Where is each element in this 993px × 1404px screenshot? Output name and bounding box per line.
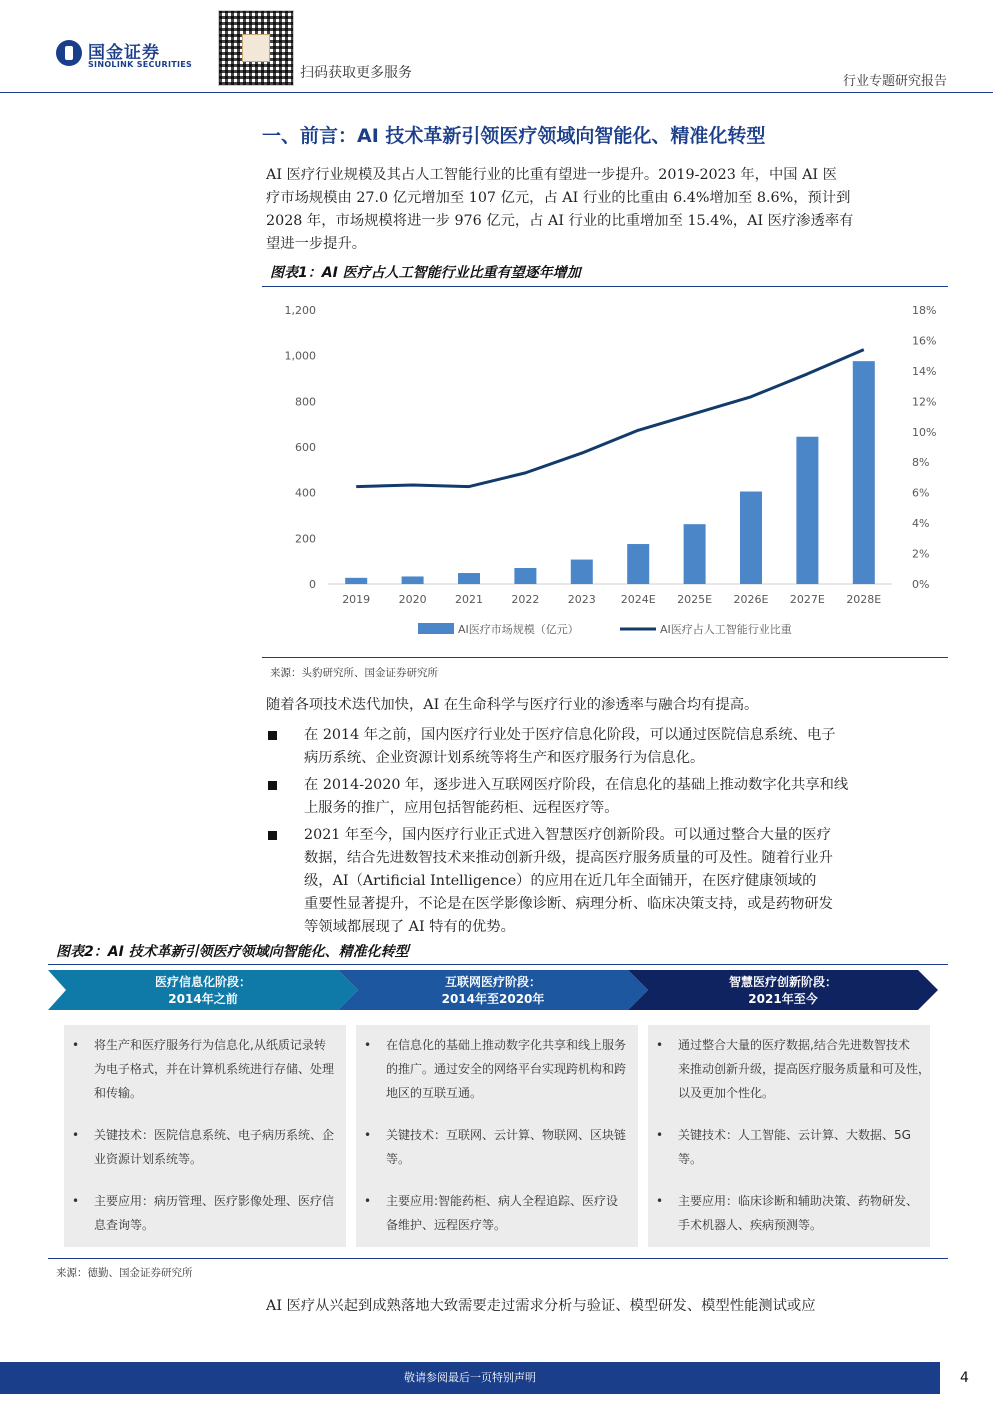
y-right-tick-label: 4%	[912, 517, 930, 531]
market-size-bar	[345, 578, 367, 584]
stage-label: 智慧医疗创新阶段：	[728, 975, 838, 989]
market-size-bar	[402, 576, 424, 584]
figure2-bottom-rule	[48, 1258, 948, 1259]
y-right-tick-label: 16%	[912, 334, 937, 348]
stage-item-text: 息查询等。	[94, 1218, 155, 1232]
footer-disclaimer: 敬请参阅最后一页特别声明	[404, 1371, 536, 1384]
stage-item-text: 在信息化的基础上推动数字化共享和线上服务	[386, 1038, 627, 1052]
bullet-line: 在 2014 年之前，国内医疗行业处于医疗信息化阶段，可以通过医院信息系统、电子	[304, 727, 836, 743]
bullet-dot-icon: •	[656, 1128, 664, 1142]
qr-caption: 扫码获取更多服务	[300, 65, 412, 81]
market-size-bar	[514, 568, 536, 584]
stage-item-text: 备维护、远程医疗等。	[386, 1218, 507, 1232]
figure2-title: 图表2：AI 技术革新引领医疗领域向智能化、精准化转型	[56, 944, 409, 960]
stage-item-text: 关键技术：互联网、云计算、物联网、区块链	[386, 1128, 627, 1142]
sinolink-logo-icon	[56, 40, 82, 66]
bullet-dot-icon: •	[72, 1038, 80, 1052]
x-tick-label: 2023	[567, 593, 596, 606]
figure1-bottom-rule	[262, 657, 948, 658]
stage-item-text: 主要应用:智能药柜、病人全程追踪、医疗设	[386, 1194, 619, 1208]
intro-line: AI 医疗行业规模及其占人工智能行业的比重有望进一步提升。2019-2023 年，中国 AI 医	[266, 167, 837, 183]
square-bullet-icon	[268, 831, 277, 840]
legend-bar-swatch	[418, 623, 454, 634]
y-left-tick-label: 800	[295, 395, 316, 409]
stage-item-text: 通过整合大量的医疗数据,结合先进数智技术	[678, 1038, 910, 1052]
x-tick-label: 2028E	[846, 593, 882, 606]
ai-share-line	[356, 350, 864, 487]
y-left-tick-label: 1,000	[284, 349, 316, 363]
bullet-dot-icon: •	[72, 1128, 80, 1142]
bullet-line: 上服务的推广，应用包括智能药柜、远程医疗等。	[304, 800, 619, 816]
stage-period: 2014年至2020年	[441, 992, 545, 1006]
y-right-tick-label: 2%	[912, 547, 930, 561]
figure2-top-rule	[48, 964, 948, 965]
stage-item-text: 主要应用：临床诊断和辅助决策、药物研发、	[678, 1194, 919, 1208]
closing-paragraph: AI 医疗从兴起到成熟落地大致需要走过需求分析与验证、模型研发、模型性能测试或应	[266, 1298, 816, 1314]
figure1-title: 图表1：AI 医疗占人工智能行业比重有望逐年增加	[270, 265, 581, 281]
y-right-tick-label: 8%	[912, 456, 930, 470]
market-size-bar	[853, 361, 875, 584]
section-title: 一、前言：AI 技术革新引领医疗领域向智能化、精准化转型	[262, 125, 766, 147]
legend-line-label: AI医疗占人工智能行业比重	[660, 623, 792, 636]
x-tick-label: 2027E	[789, 593, 825, 606]
brand-name-en: SINOLINK SECURITIES	[88, 60, 193, 69]
stage-item-text: 的推广。通过安全的网络平台实现跨机构和跨	[386, 1062, 627, 1076]
y-right-tick-label: 14%	[912, 364, 937, 378]
x-tick-label: 2021	[455, 593, 483, 606]
stage-period: 2021年至今	[748, 992, 818, 1006]
stage-item-text: 将生产和医疗服务行为信息化,从纸质记录转	[94, 1038, 326, 1052]
stage-period: 2014年之前	[168, 992, 238, 1006]
body-paragraph: 随着各项技术迭代加快，AI 在生命科学与医疗行业的渗透率与融合均有提高。	[266, 697, 759, 713]
y-right-tick-label: 6%	[912, 486, 930, 500]
header-divider	[0, 92, 993, 93]
y-left-tick-label: 600	[295, 441, 316, 454]
intro-paragraph	[266, 164, 946, 256]
stage-item-text: 手术机器人、疾病预测等。	[678, 1218, 823, 1232]
market-size-bar	[571, 560, 593, 584]
stage-item-text: 等。	[386, 1152, 411, 1166]
y-right-tick-label: 18%	[912, 304, 937, 317]
report-type: 行业专题研究报告	[842, 74, 947, 89]
bullet-line: 重要性显著提升，不论是在医学影像诊断、病理分析、临床决策支持，或是药物研发	[304, 896, 833, 912]
bullet-line: 2021 年至今，国内医疗行业正式进入智慧医疗创新阶段。可以通过整合大量的医疗	[304, 827, 832, 843]
market-size-bar	[627, 544, 649, 584]
figure1-top-rule	[262, 286, 948, 287]
legend-bar-label: AI医疗市场规模（亿元）	[458, 623, 579, 636]
stage-item-text: 业资源计划系统等。	[94, 1152, 203, 1166]
bullet-dot-icon: •	[656, 1038, 664, 1052]
square-bullet-icon	[268, 731, 277, 740]
bullet-dot-icon: •	[364, 1194, 372, 1208]
stage-item-text: 主要应用：病历管理、医疗影像处理、医疗信	[94, 1194, 335, 1208]
bullet-line: 病历系统、企业资源计划系统等将生产和医疗服务行为信息化。	[304, 750, 705, 766]
bullet-dot-icon: •	[364, 1038, 372, 1052]
bullet-line: 级，AI（Artificial Intelligence）的应用在近几年全面铺开，在医疗健康领域的	[304, 873, 817, 889]
stage-item-text: 地区的互联互通。	[386, 1086, 483, 1100]
market-size-bar	[458, 573, 480, 584]
y-left-tick-label: 1,200	[284, 304, 316, 317]
figure2-source: 来源：德勤、国金证券研究所	[56, 1267, 193, 1279]
stage-item-text: 和传输。	[94, 1086, 143, 1100]
market-size-bar	[684, 524, 706, 584]
bullet-dot-icon: •	[72, 1194, 80, 1208]
bullet-dot-icon: •	[364, 1128, 372, 1142]
figure1-source: 来源：头豹研究所、国金证券研究所	[270, 667, 438, 679]
intro-line: 疗市场规模由 27.0 亿元增加至 107 亿元，占 AI 行业的比重由 6.4%增加至 8.6%，预计到	[266, 190, 851, 206]
bullet-line: 等领域都展现了 AI 特有的优势。	[304, 919, 515, 935]
market-size-bar	[740, 492, 762, 584]
bullet-item	[266, 724, 946, 770]
page-number: 4	[960, 1370, 969, 1386]
x-tick-label: 2025E	[677, 593, 713, 606]
y-left-tick-label: 0	[309, 578, 316, 591]
stage-item-text: 等。	[678, 1152, 703, 1166]
market-size-chart	[262, 290, 948, 654]
x-tick-label: 2026E	[733, 593, 769, 606]
x-tick-label: 2019	[342, 593, 371, 606]
square-bullet-icon	[268, 781, 277, 790]
x-tick-label: 2022	[511, 593, 540, 606]
stage-item-text: 为电子格式，并在计算机系统进行存储、处理	[94, 1062, 335, 1076]
qr-center-logo-icon	[242, 34, 270, 62]
x-tick-label: 2020	[398, 593, 427, 606]
bullet-line: 数据，结合先进数智技术来推动创新升级，提高医疗服务质量的可及性。随着行业升	[304, 850, 833, 866]
y-right-tick-label: 12%	[912, 395, 937, 409]
bullet-item	[266, 824, 946, 939]
bullet-line: 在 2014-2020 年，逐步进入互联网医疗阶段，在信息化的基础上推动数字化共享和线	[304, 777, 849, 793]
stage-item-text: 以及更加个性化。	[678, 1086, 775, 1100]
y-left-tick-label: 400	[295, 486, 316, 500]
y-right-tick-label: 0%	[912, 578, 930, 591]
y-left-tick-label: 200	[295, 532, 316, 546]
stage-item-text: 关键技术：医院信息系统、电子病历系统、企	[94, 1128, 335, 1142]
market-size-bar	[796, 437, 818, 584]
stage-item-text: 关键技术：人工智能、云计算、大数据、5G	[678, 1128, 911, 1142]
x-tick-label: 2024E	[620, 593, 656, 606]
intro-line: 望进一步提升。	[266, 236, 367, 252]
y-right-tick-label: 10%	[912, 425, 937, 439]
brand-name-cn: 国金证券	[88, 43, 160, 63]
stage-label: 医疗信息化阶段：	[154, 975, 252, 989]
stage-item-text: 来推动创新升级，提高医疗服务质量和可及性，	[678, 1062, 931, 1076]
stage-label: 互联网医疗阶段：	[444, 975, 542, 989]
bullet-item	[266, 774, 946, 820]
bullet-dot-icon: •	[656, 1194, 664, 1208]
stages-diagram	[48, 970, 948, 1254]
intro-line: 2028 年，市场规模将进一步 976 亿元，占 AI 行业的比重增加至 15.4%，AI 医疗渗透率有	[266, 213, 854, 229]
